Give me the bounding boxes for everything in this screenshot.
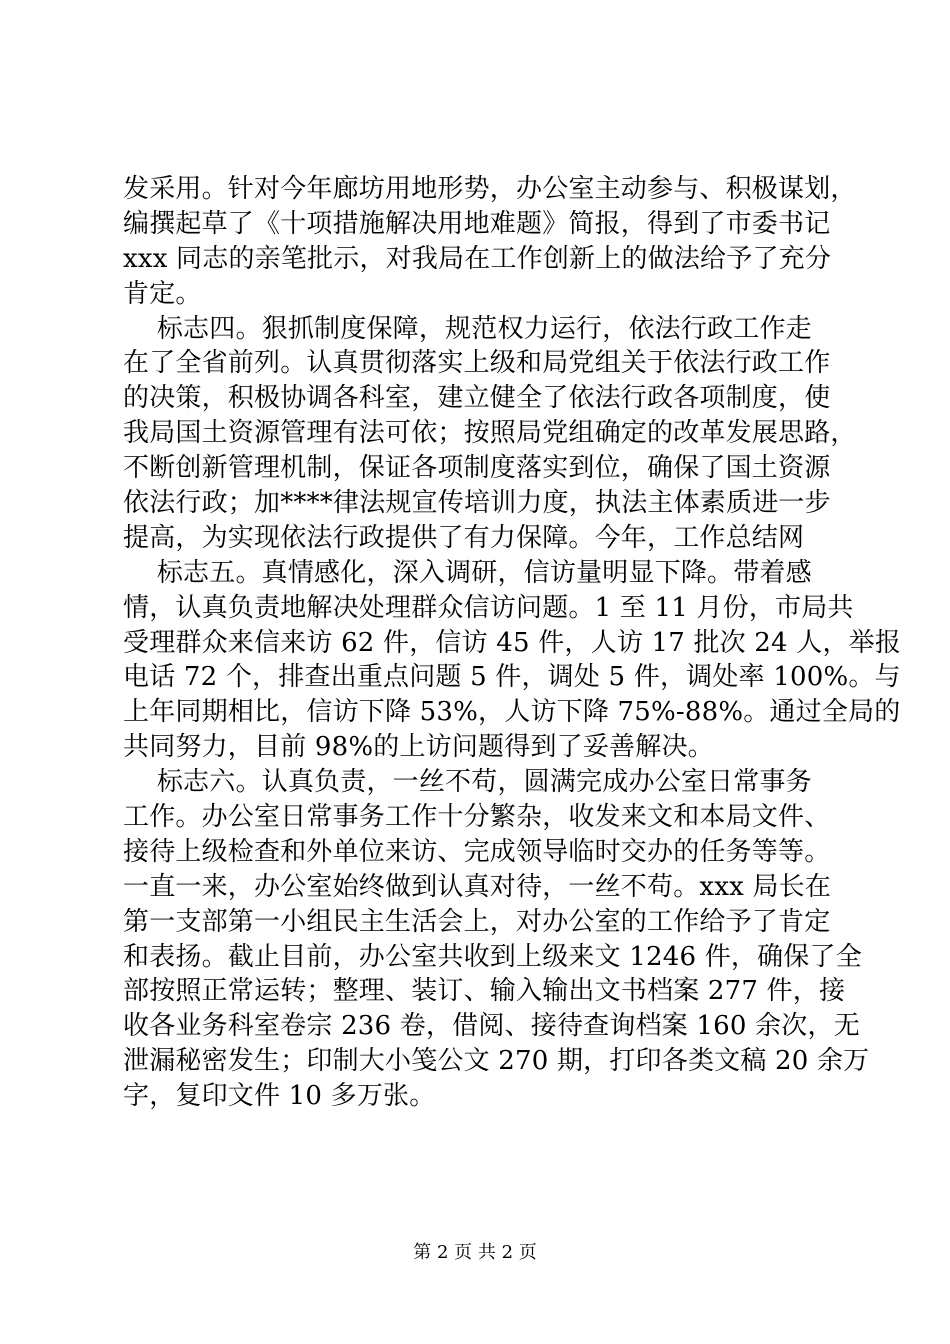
text-line: 提高，为实现依法行政提供了有力保障。今年，工作总结网 xyxy=(123,522,805,553)
text-line: 标志四。狠抓制度保障，规范权力运行，依法行政工作走 xyxy=(123,313,812,344)
text-line: 我局国土资源管理有法可依；按照局党组确定的改革发展思路， xyxy=(123,418,857,449)
text-line: 共同努力，目前 98%的上访问题得到了妥善解决。 xyxy=(123,732,714,763)
text-line: 依法行政；加****律法规宣传培训力度，执法主体素质进一步 xyxy=(123,488,831,519)
page-footer xyxy=(0,1242,950,1264)
text-line: xxx 同志的亲笔批示，对我局在工作创新上的做法给予了充分 xyxy=(123,243,832,274)
text-line: 第一支部第一小组民主生活会上，对办公室的工作给予了肯定 xyxy=(123,906,831,937)
document-body xyxy=(123,172,902,1114)
text-line: 电话 72 个，排查出重点问题 5 件，调处 5 件，调处率 100%。与 xyxy=(123,662,901,693)
text-line: 情，认真负责地解决处理群众信访问题。1 至 11 月份，市局共 xyxy=(123,592,854,623)
text-line: 收各业务科室卷宗 236 卷，借阅、接待查询档案 160 余次，无 xyxy=(123,1011,860,1042)
text-line: 接待上级检查和外单位来访、完成领导临时交办的任务等等。 xyxy=(123,836,831,867)
text-line: 在了全省前列。认真贯彻落实上级和局党组关于依法行政工作 xyxy=(123,348,831,379)
text-line: 泄漏秘密发生；印制大小笺公文 270 期，打印各类文稿 20 余万 xyxy=(123,1046,870,1077)
text-line: 不断创新管理机制，保证各项制度落实到位，确保了国土资源 xyxy=(123,453,831,484)
text-line: 和表扬。截止目前，办公室共收到上级来文 1246 件，确保了全 xyxy=(123,941,862,972)
text-line: 标志五。真情感化，深入调研，信访量明显下降。带着感 xyxy=(123,557,812,588)
text-line: 部按照正常运转；整理、装订、输入输出文书档案 277 件，接 xyxy=(123,976,846,1007)
text-line: 标志六。认真负责，一丝不苟，圆满完成办公室日常事务 xyxy=(123,767,812,798)
text-line: 一直一来，办公室始终做到认真对待，一丝不苟。xxx 局长在 xyxy=(123,871,832,902)
text-line: 受理群众来信来访 62 件，信访 45 件，人访 17 批次 24 人，举报 xyxy=(123,627,902,658)
text-line: 编撰起草了《十项措施解决用地难题》简报，得到了市委书记 xyxy=(123,208,831,239)
text-line: 的决策，积极协调各科室，建立健全了依法行政各项制度，使 xyxy=(123,383,831,414)
text-line: 工作。办公室日常事务工作十分繁杂，收发来文和本局文件、 xyxy=(123,802,831,833)
page-number: 第 2 页 共 2 页 xyxy=(413,1242,537,1263)
text-line: 字，复印文件 10 多万张。 xyxy=(123,1081,436,1112)
text-line: 肯定。 xyxy=(123,278,202,309)
text-line: 发采用。针对今年廊坊用地形势，办公室主动参与、积极谋划， xyxy=(123,174,857,204)
text-line: 上年同期相比，信访下降 53%，人访下降 75%-88%。通过全局的 xyxy=(123,697,901,728)
